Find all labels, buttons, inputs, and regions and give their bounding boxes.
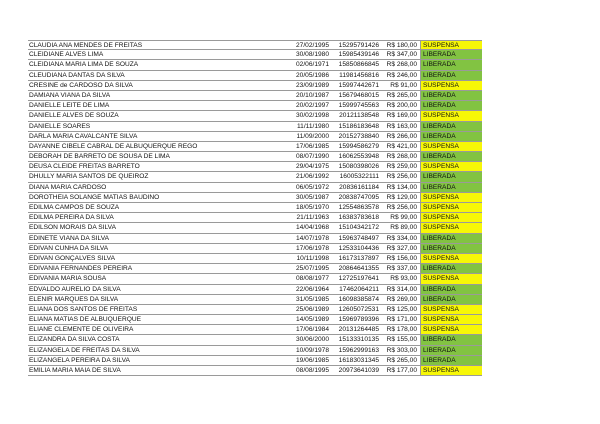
row-phone-cell: 15985439146 xyxy=(338,51,379,59)
row-date-cell: 14/04/1968 xyxy=(295,224,329,232)
row-date-cell: 29/04/1975 xyxy=(295,163,329,171)
row-phone-cell: 15969789396 xyxy=(338,316,379,324)
table-row xyxy=(28,101,482,111)
row-date-cell: 17/06/1978 xyxy=(295,244,329,252)
row-phone-cell: 15133310135 xyxy=(338,336,379,344)
table-row xyxy=(28,223,482,233)
table-row xyxy=(28,325,482,335)
row-value-cell: R$ 156,00 xyxy=(386,254,417,262)
row-value-cell: R$ 177,00 xyxy=(386,367,417,374)
row-status-cell: SUSPENSA xyxy=(420,111,482,120)
row-date-cell: 08/07/1990 xyxy=(295,153,329,161)
table-row xyxy=(28,162,482,172)
row-status-cell: LIBERADA xyxy=(420,101,482,110)
row-phone-cell: 17462064211 xyxy=(339,285,379,293)
row-date-cell: 30/05/1987 xyxy=(295,193,329,201)
row-value-cell: R$ 268,00 xyxy=(386,153,417,161)
row-value-cell: R$ 327,00 xyxy=(386,244,417,252)
row-value-cell: R$ 268,00 xyxy=(386,61,417,69)
row-name-cell: DOROTHEIA SOLANGE MATIAS BAUDINO xyxy=(29,193,160,201)
row-phone-cell: 15850866845 xyxy=(338,61,379,69)
row-value-cell: R$ 129,00 xyxy=(386,193,417,201)
row-phone-cell: 12605072531 xyxy=(338,305,379,313)
row-status-cell: SUSPENSA xyxy=(420,41,482,49)
table-row xyxy=(28,81,482,91)
row-status-cell: SUSPENSA xyxy=(420,142,482,151)
row-phone-cell: 16005322111 xyxy=(339,173,379,181)
row-status-cell: LIBERADA xyxy=(420,346,482,355)
row-value-cell: R$ 99,00 xyxy=(390,214,417,222)
row-value-cell: R$ 303,00 xyxy=(386,346,417,354)
table-row xyxy=(28,346,482,356)
table-row xyxy=(28,122,482,132)
row-date-cell: 18/05/1970 xyxy=(295,204,329,211)
row-status-cell: LIBERADA xyxy=(420,60,482,69)
row-status-cell: LIBERADA xyxy=(420,71,482,80)
row-value-cell: R$ 265,00 xyxy=(386,356,417,364)
row-status-cell: LIBERADA xyxy=(420,172,482,181)
row-value-cell: R$ 125,00 xyxy=(386,305,417,313)
table-row xyxy=(28,50,482,60)
row-status-cell: LIBERADA xyxy=(420,244,482,253)
row-name-cell: ELIANE CLEMENTE DE OLIVEIRA xyxy=(29,326,134,334)
row-date-cell: 30/06/2000 xyxy=(295,336,329,344)
table-row xyxy=(28,40,482,50)
row-name-cell: EDILSON MORAIS DA SILVA xyxy=(29,224,116,232)
row-value-cell: R$ 93,00 xyxy=(390,275,417,283)
row-status-cell: SUSPENSA xyxy=(420,305,482,314)
row-status-cell: SUSPENSA xyxy=(420,274,482,283)
table-row xyxy=(28,193,482,203)
row-date-cell: 31/05/1985 xyxy=(295,295,329,303)
row-name-cell: DEBORAH DE BARRETO DE SOUSA DE LIMA xyxy=(29,153,170,161)
row-date-cell: 11/09/2000 xyxy=(296,132,329,140)
row-value-cell: R$ 178,00 xyxy=(386,326,417,334)
row-name-cell: DANIELLE SOARES xyxy=(29,122,91,130)
row-name-cell: CLEUDIANA DANTAS DA SILVA xyxy=(29,71,125,79)
row-status-cell: SUSPENSA xyxy=(420,366,482,375)
row-value-cell: R$ 269,00 xyxy=(386,295,417,303)
row-phone-cell: 20152738840 xyxy=(338,132,379,140)
row-status-cell: LIBERADA xyxy=(420,183,482,192)
row-name-cell: ELIZANGELA DE FREITAS DA SILVA xyxy=(29,346,140,354)
row-value-cell: R$ 91,00 xyxy=(390,81,417,89)
table-row xyxy=(28,203,482,213)
row-date-cell: 22/06/1964 xyxy=(295,285,329,293)
row-value-cell: R$ 200,00 xyxy=(386,102,417,110)
row-value-cell: R$ 180,00 xyxy=(386,42,417,49)
table-row xyxy=(28,315,482,325)
row-phone-cell: 12554863578 xyxy=(338,204,379,211)
row-status-cell: SUSPENSA xyxy=(420,203,482,212)
row-date-cell: 20/02/1997 xyxy=(295,102,329,110)
row-date-cell: 25/06/1989 xyxy=(295,305,329,313)
row-value-cell: R$ 89,00 xyxy=(390,224,417,232)
row-date-cell: 02/06/1971 xyxy=(295,61,329,69)
row-name-cell: CRESINE de CARDOSO DA SILVA xyxy=(29,81,133,89)
row-phone-cell: 20131264485 xyxy=(338,326,379,334)
table-row xyxy=(28,213,482,223)
row-value-cell: R$ 334,00 xyxy=(386,234,417,242)
row-phone-cell: 15104342172 xyxy=(338,224,379,232)
table-row xyxy=(28,111,482,121)
row-status-cell: LIBERADA xyxy=(420,285,482,294)
row-phone-cell: 15080398026 xyxy=(338,163,379,171)
row-value-cell: R$ 155,00 xyxy=(386,336,417,344)
row-status-cell: SUSPENSA xyxy=(420,315,482,324)
row-phone-cell: 16098385874 xyxy=(338,295,379,303)
row-phone-cell: 16383783618 xyxy=(338,214,379,222)
row-value-cell: R$ 256,00 xyxy=(386,173,417,181)
row-phone-cell: 12725197641 xyxy=(338,275,379,283)
row-date-cell: 06/05/1972 xyxy=(295,183,329,191)
table-row xyxy=(28,152,482,162)
row-name-cell: DAYANNE CIBELE CABRAL DE ALBUQUERQUE REGO xyxy=(29,142,198,150)
row-name-cell: EDILMA CAMPOS DE SOUZA xyxy=(29,204,120,211)
row-name-cell: DANIELLE LEITE DE LIMA xyxy=(29,102,110,110)
row-date-cell: 21/06/1992 xyxy=(295,173,329,181)
row-name-cell: ELIANA MATIAS DE ALBUQUERQUE xyxy=(29,316,142,324)
row-value-cell: R$ 337,00 xyxy=(386,265,417,273)
row-status-cell: SUSPENSA xyxy=(420,254,482,263)
row-name-cell: DIANA MARIA CARDOSO xyxy=(29,183,107,191)
row-date-cell: 17/06/1985 xyxy=(295,142,329,150)
row-status-cell: LIBERADA xyxy=(420,356,482,365)
row-value-cell: R$ 266,00 xyxy=(386,132,417,140)
row-date-cell: 14/05/1989 xyxy=(295,316,329,324)
row-status-cell: LIBERADA xyxy=(420,132,482,141)
table-row xyxy=(28,295,482,305)
row-value-cell: R$ 314,00 xyxy=(386,285,417,293)
row-phone-cell: 15999745563 xyxy=(338,102,379,110)
row-status-cell: SUSPENSA xyxy=(420,223,482,232)
table-row xyxy=(28,335,482,345)
row-name-cell: DANIELLE ALVES DE SOUZA xyxy=(29,112,119,120)
table-row xyxy=(28,132,482,142)
row-date-cell: 25/07/1995 xyxy=(295,265,329,273)
row-status-cell: SUSPENSA xyxy=(420,193,482,202)
row-status-cell: LIBERADA xyxy=(420,335,482,344)
row-value-cell: R$ 134,00 xyxy=(386,183,417,191)
row-phone-cell: 16062553948 xyxy=(338,153,379,161)
row-phone-cell: 15295791426 xyxy=(338,42,379,49)
row-status-cell: SUSPENSA xyxy=(420,325,482,334)
row-phone-cell: 11981456816 xyxy=(339,71,379,79)
row-name-cell: CLEIDIANA MARIA LIMA DE SOUZA xyxy=(29,61,139,69)
row-date-cell: 23/09/1989 xyxy=(295,81,329,89)
row-phone-cell: 16183031345 xyxy=(338,356,379,364)
row-name-cell: EDIVANIA MARIA SOUSA xyxy=(29,275,107,283)
row-name-cell: EDIVAN GONÇALVES SILVA xyxy=(29,254,115,262)
row-status-cell: SUSPENSA xyxy=(420,213,482,222)
row-name-cell: CLEIDIANE ALVES LIMA xyxy=(29,51,104,59)
row-value-cell: R$ 259,00 xyxy=(386,163,417,171)
table-row xyxy=(28,285,482,295)
table-row xyxy=(28,244,482,254)
row-date-cell: 10/09/1978 xyxy=(295,346,329,354)
row-date-cell: 30/08/1980 xyxy=(295,51,329,59)
row-date-cell: 08/08/1995 xyxy=(295,367,329,374)
row-value-cell: R$ 347,00 xyxy=(386,51,417,59)
row-name-cell: EDVALDO AURELIO DA SILVA xyxy=(29,285,121,293)
row-status-cell: LIBERADA xyxy=(420,91,482,100)
table-row xyxy=(28,91,482,101)
row-date-cell: 08/08/1977 xyxy=(295,275,329,283)
row-phone-cell: 15963748497 xyxy=(338,234,379,242)
row-value-cell: R$ 246,00 xyxy=(386,71,417,79)
row-name-cell: ELIZANGELA PEREIRA DA SILVA xyxy=(29,356,130,364)
row-date-cell: 17/06/1984 xyxy=(295,326,329,334)
row-name-cell: CLAUDIA ANA MENDES DE FREITAS xyxy=(29,42,143,49)
row-name-cell: ELIZANDRA DA SILVA COSTA xyxy=(29,336,120,344)
row-phone-cell: 12533104436 xyxy=(338,244,379,252)
row-name-cell: DHULLY MARIA SANTOS DE QUEIROZ xyxy=(29,173,149,181)
row-date-cell: 20/10/1987 xyxy=(295,91,329,99)
table-row xyxy=(28,264,482,274)
table-row xyxy=(28,172,482,182)
row-phone-cell: 15186183648 xyxy=(338,122,379,130)
row-status-cell: LIBERADA xyxy=(420,50,482,59)
row-value-cell: R$ 169,00 xyxy=(386,112,417,120)
row-value-cell: R$ 421,00 xyxy=(386,142,417,150)
row-phone-cell: 20121138548 xyxy=(339,112,379,120)
row-name-cell: EMILIA MARIA MAIA DE SILVA xyxy=(29,367,121,374)
table-row xyxy=(28,356,482,366)
row-status-cell: LIBERADA xyxy=(420,234,482,243)
row-value-cell: R$ 171,00 xyxy=(386,316,417,324)
row-status-cell: SUSPENSA xyxy=(420,81,482,90)
row-phone-cell: 20864641355 xyxy=(338,265,379,273)
row-date-cell: 10/11/1998 xyxy=(296,254,329,262)
row-date-cell: 19/06/1985 xyxy=(295,356,329,364)
row-status-cell: LIBERADA xyxy=(420,295,482,304)
table-row xyxy=(28,305,482,315)
table-row xyxy=(28,142,482,152)
row-phone-cell: 15997442671 xyxy=(338,81,379,89)
table-row xyxy=(28,71,482,81)
row-date-cell: 20/05/1986 xyxy=(295,71,329,79)
row-name-cell: EDILMA PEREIRA DA SILVA xyxy=(29,214,114,222)
row-name-cell: ELENIR MARQUES DA SILVA xyxy=(29,295,119,303)
row-date-cell: 21/11/1963 xyxy=(296,214,329,222)
row-status-cell: SUSPENSA xyxy=(420,162,482,171)
row-name-cell: DARLA MARIA CAVALCANTE SILVA xyxy=(29,132,138,140)
row-phone-cell: 15962999163 xyxy=(338,346,379,354)
row-date-cell: 14/07/1978 xyxy=(295,234,329,242)
table-row xyxy=(28,60,482,70)
row-name-cell: ELIANA DOS SANTOS DE FREITAS xyxy=(29,305,138,313)
row-date-cell: 27/02/1995 xyxy=(295,42,329,49)
row-value-cell: R$ 163,00 xyxy=(386,122,417,130)
row-phone-cell: 20836161184 xyxy=(339,183,379,191)
row-name-cell: DEUSA CLEIDE FREITAS BARRETO xyxy=(29,163,140,171)
row-name-cell: EDINETE VIANA DA SILVA xyxy=(29,234,110,242)
table-row xyxy=(28,366,482,376)
table-row xyxy=(28,234,482,244)
row-status-cell: LIBERADA xyxy=(420,122,482,131)
row-phone-cell: 20973641039 xyxy=(338,367,379,374)
row-phone-cell: 15679468015 xyxy=(338,91,379,99)
table-row xyxy=(28,274,482,284)
row-phone-cell: 15994586279 xyxy=(338,142,379,150)
row-value-cell: R$ 256,00 xyxy=(386,204,417,211)
row-status-cell: LIBERADA xyxy=(420,152,482,161)
row-name-cell: EDIVAN CUNHA DA SILVA xyxy=(29,244,109,252)
row-name-cell: DAMIANA VIANA DA SILVA xyxy=(29,91,111,99)
table-row xyxy=(28,183,482,193)
row-date-cell: 30/02/1998 xyxy=(295,112,329,120)
table-row xyxy=(28,254,482,264)
row-phone-cell: 20838747095 xyxy=(338,193,379,201)
row-value-cell: R$ 265,00 xyxy=(386,91,417,99)
row-phone-cell: 16173137897 xyxy=(338,254,379,262)
spreadsheet-table xyxy=(28,40,482,376)
row-status-cell: LIBERADA xyxy=(420,264,482,273)
row-name-cell: EDIVANIA FERNANDES PEREIRA xyxy=(29,265,133,273)
row-date-cell: 11/11/1980 xyxy=(296,122,329,130)
